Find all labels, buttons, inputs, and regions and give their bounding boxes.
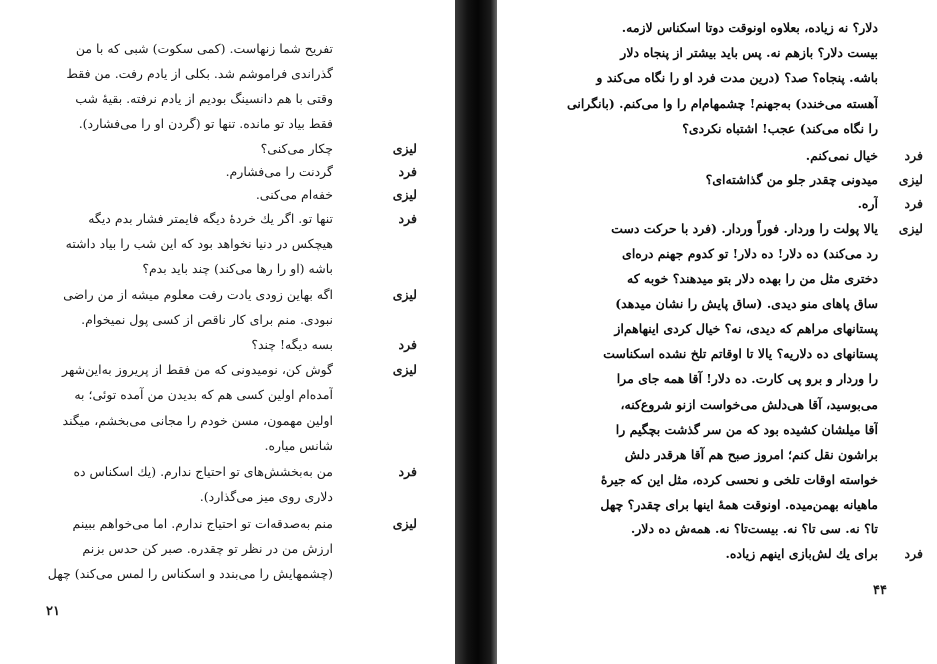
text-line: را وردار و برو پی کارت. ده دلار! آقا همه جای مرا [616,371,878,386]
speaker-label: لیزی [898,172,923,187]
speaker-label: لیزی [392,287,417,302]
page-number: ۲۱ [46,604,60,619]
text-line: دلاری روی میز می‌گذارد). [199,489,333,504]
text-line: تا؟ نه. سی تا؟ نه. بیست‌تا؟ نه. همه‌ش ده دلار. [630,521,878,536]
text-line: دختری مثل من را بهده دلار بتو میدهند؟ خوبه که [627,271,878,286]
text-line: فقط بیاد تو مانده. تنها تو (گردن او را می‌فشارد). [78,116,333,131]
text-line: منم به‌صدقه‌ات تو احتیاج ندارم. اما می‌خواهم ببینم [72,516,333,531]
speaker-label: لیزی [392,141,417,156]
speaker-label: فرد [398,211,417,226]
text-line: من به‌بخشش‌های تو احتیاج ندارم. (یك اسکناس ده [73,464,333,479]
text-line: آمده‌ام اولین کسی هم که بدیدن من آمده توئی؛ به [74,387,333,402]
speaker-label: فرد [904,196,923,211]
speaker-label: لیزی [392,516,417,531]
text-line: برای یك لش‌بازی اینهم زیاده. [725,546,878,561]
speaker-label: فرد [398,164,417,179]
text-line: هیچکس در دنیا نخواهد بود که این شب را بیاد داشته [65,236,333,251]
text-line: گردنت را می‌فشارم. [225,164,333,179]
text-line: خفه‌ام می‌کنی. [255,187,333,202]
text-line: شانس میاره. [264,438,333,453]
text-line: براشون نقل کنم؛ امروز صبح هم آقا هرقدر دلش [624,447,878,462]
text-line: آهسته می‌خندد) به‌جهنم! چشمهام‌ام را وا می‌کنم. (با‌نگرانی [566,96,878,111]
text-line: آره. [857,196,878,211]
page-number: ۴۴ [873,583,887,598]
text-line: یالا پولت را وردار. فوراً وردار. (فرد با حرکت دست [611,221,878,236]
text-line: پستانهای مراهم که دیدی، نه؟ خیال کردی اینها‌هم‌از [614,321,878,336]
text-line: وقتی با هم دانسینگ بودیم از یادم نرفته. بقیهٔ شب [75,91,333,106]
text-line: را نگاه می‌کند) عجب! اشتباه نکردی؟ [682,121,878,136]
text-line: نبودی. منم برای کار ناقص از کسی پول نمیخوام. [81,312,333,327]
text-line: دلار؟ نه زیاده، بعلاوه اونوقت دوتا اسکناس لازمه. [621,20,878,35]
book-binding-gutter [455,0,497,664]
speaker-label: فرد [904,546,923,561]
text-line: بیست دلار؟ بازهم نه. پس باید بیشتر از پنجاه دلار [620,45,878,60]
text-line: می‌بوسید، آقا هی‌دلش می‌خواست از‌نو شروع‌کنه، [620,397,878,412]
speaker-label: فرد [904,148,923,163]
text-line: خیال نمی‌کنم. [805,148,878,163]
text-line: رد می‌کند) ده دلار! ده دلار! تو کدوم جهنم دره‌ای [622,246,878,261]
text-line: خواسته اوقات تلخی و نحسی کرده، مثل این که جیرهٔ [600,472,878,487]
speaker-label: لیزی [392,187,417,202]
text-line: باشه. پنجاه؟ صد؟ (درین مدت فرد او را نگاه می‌کند و [596,70,878,85]
text-line: ماهیانه بهمن‌میده. او‌نوقت همهٔ اینها برای چقدر؟ چهل [600,497,878,512]
text-line: گوش کن، نومیدونی که من فقط از پریروز به‌این‌شهر [62,362,333,377]
text-line: چکار می‌کنی؟ [260,141,333,156]
text-line: (چشمهایش را می‌بندد و اسکناس را لمس می‌کند) چهل [47,566,333,581]
text-line: باشه (او را رها می‌کند) چند باید بدم؟ [142,261,333,276]
text-line: ارزش من در نظر تو چقدره. صبر کن حدس بزنم [82,541,333,556]
text-line: گذراندی فراموشم شد. بکلی از یادم رفت. من فقط [66,66,333,81]
text-line: تفریح شما زنهاست. (کمی سکوت) شبی که با من [75,41,333,56]
text-line: تنها تو. اگر یك خردهٔ دیگه فایمتر فشار بدم دیگه [88,211,333,226]
text-line: بسه دیگه! چند؟ [251,337,333,352]
text-line: آقا میلشان کشیده بود که من سر گذشت بچگیم را [615,422,878,437]
speaker-label: فرد [398,337,417,352]
speaker-label: فرد [398,464,417,479]
right-page [497,0,937,664]
text-line: میدونی چقدر جلو من گذاشته‌ای؟ [705,172,878,187]
text-line: اولین مهمون، مسن خودم را مجانی می‌بخشم، میگند [62,413,333,428]
speaker-label: لیزی [898,221,923,236]
text-line: ساق پاهای منو دیدی. (ساق پایش را نشان میدهد) [615,296,878,311]
text-line: اگه بهاین زودی یادت رفت معلوم میشه از من راضی [63,287,333,302]
speaker-label: لیزی [392,362,417,377]
text-line: پستانهای ده دلاریه؟ یالا تا اوقاتم تلخ نشده اسکناست [603,346,878,361]
left-page [0,0,455,664]
